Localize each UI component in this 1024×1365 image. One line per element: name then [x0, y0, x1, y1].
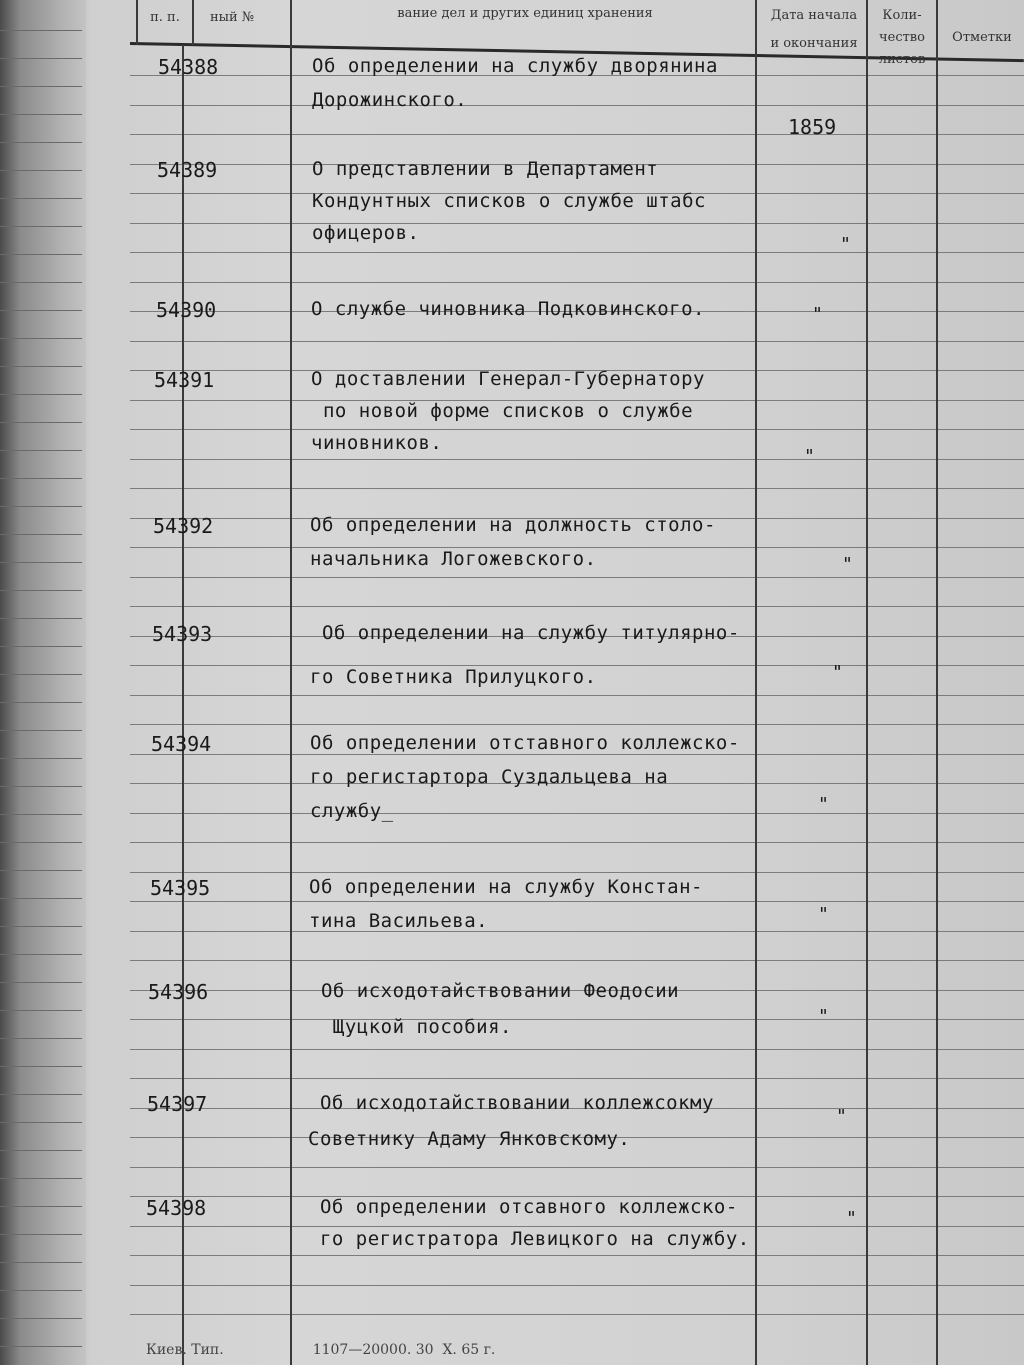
facing-page-line [0, 562, 82, 563]
facing-page-line [0, 618, 82, 619]
facing-page-line [0, 1178, 82, 1179]
entry-title-line: Щуцкой пособия. [309, 1016, 512, 1038]
ruled-line [130, 459, 1024, 460]
ruled-line [130, 1019, 1024, 1020]
entry-title-line: Об определении на службу дворянина [312, 55, 718, 77]
entry-date: 1859 [788, 115, 837, 139]
entry-date: " [812, 304, 823, 325]
entry-title-line: го регистратора Левицкого на службу. [308, 1228, 750, 1250]
ruled-line [130, 282, 1024, 283]
facing-page-line [0, 170, 82, 171]
entry-number: 54397 [147, 1092, 208, 1116]
entry-number: 54395 [150, 876, 211, 900]
column-divider [136, 0, 138, 45]
book-spine [0, 0, 86, 1365]
facing-page-line [0, 1066, 82, 1067]
ruled-line [130, 754, 1024, 755]
column-divider [866, 0, 868, 1365]
facing-page-line [0, 450, 82, 451]
entry-title-line: службу_ [310, 800, 394, 822]
entry-title-line: Советнику Адаму Янковскому. [308, 1128, 631, 1150]
entry-date: " [840, 234, 851, 255]
entry-title-line: го Советника Прилуцкого. [310, 666, 597, 688]
ruled-line [130, 1226, 1024, 1227]
facing-page-line [0, 898, 82, 899]
entry-title-line: Об определении на службу титулярно- [310, 622, 740, 644]
facing-page-line [0, 982, 82, 983]
facing-page-line [0, 198, 82, 199]
ruled-line [130, 1078, 1024, 1079]
facing-page-line [0, 422, 82, 423]
facing-page-line [0, 590, 82, 591]
ruled-line [130, 872, 1024, 873]
ruled-line [130, 931, 1024, 932]
column-divider [290, 0, 292, 1365]
ruled-line [130, 429, 1024, 430]
ruled-line [130, 577, 1024, 578]
facing-page-line [0, 282, 82, 283]
column-divider [192, 0, 194, 45]
ruled-line [130, 488, 1024, 489]
header-col-inventory: ный № [209, 10, 255, 25]
entry-number: 54398 [146, 1196, 207, 1220]
header-col-number: п. п. [150, 10, 180, 25]
entry-number: 54391 [154, 368, 215, 392]
facing-page-line [0, 954, 82, 955]
ruled-line [130, 341, 1024, 342]
entry-title-line: О службе чиновника Подковинского. [311, 298, 705, 320]
header-col-sheets-2: чество [879, 30, 925, 45]
facing-page-line [0, 58, 82, 59]
facing-page-line [0, 1290, 82, 1291]
facing-page-line [0, 534, 82, 535]
facing-page-line [0, 646, 82, 647]
entry-title-line: Об определении на должность столо- [310, 514, 716, 536]
facing-page-line [0, 870, 82, 871]
facing-page-line [0, 394, 82, 395]
ruled-line [130, 1285, 1024, 1286]
facing-page-line [0, 1010, 82, 1011]
ruled-line [130, 134, 1024, 135]
facing-page-line [0, 226, 82, 227]
entry-number: 54394 [151, 732, 212, 756]
entry-number: 54396 [148, 980, 209, 1004]
ruled-line [130, 1255, 1024, 1256]
ruled-line [130, 842, 1024, 843]
facing-page-line [0, 478, 82, 479]
entry-number: 54389 [157, 158, 218, 182]
ruled-line [130, 252, 1024, 253]
facing-page-line [0, 254, 82, 255]
ruled-line [130, 901, 1024, 902]
entry-title-line: чиновников. [311, 432, 443, 454]
entry-date: " [818, 1006, 829, 1027]
entry-date: " [804, 446, 815, 467]
entry-title-line: Об исходотайствовании коллежсокму [308, 1092, 714, 1114]
entry-title-line: начальника Логожевского. [310, 548, 597, 570]
entry-number: 54390 [156, 298, 217, 322]
facing-page-line [0, 86, 82, 87]
facing-page-line [0, 702, 82, 703]
facing-page-line [0, 1234, 82, 1235]
facing-page-line [0, 1346, 82, 1347]
entry-title-line: го регистартора Суздальцева на [310, 766, 669, 788]
entry-number: 54392 [153, 514, 214, 538]
ruled-line [130, 695, 1024, 696]
facing-page-line [0, 1038, 82, 1039]
entry-date: " [818, 794, 829, 815]
entry-title-line: Об определении отсавного коллежско- [308, 1196, 738, 1218]
facing-page-line [0, 758, 82, 759]
entry-title-line: офицеров. [312, 222, 420, 244]
entry-title-line: О доставлении Генерал-Губернатору [311, 368, 705, 390]
facing-page-line [0, 114, 82, 115]
entry-title-line: по новой форме списков о службе [311, 400, 694, 422]
facing-page-line [0, 730, 82, 731]
column-divider [182, 45, 184, 1365]
entry-title-line: Об определении отставного коллежско- [310, 732, 740, 754]
facing-page-line [0, 338, 82, 339]
ruled-line [130, 813, 1024, 814]
header-col-sheets-3: листов [878, 52, 926, 67]
facing-page-line [0, 506, 82, 507]
entry-date: " [832, 662, 843, 683]
facing-page-line [0, 366, 82, 367]
facing-page-line [0, 842, 82, 843]
facing-page-line [0, 926, 82, 927]
facing-page-line [0, 786, 82, 787]
header-col-dates-2: и окончания [770, 36, 858, 51]
column-divider [936, 0, 938, 1365]
entry-number: 54393 [152, 622, 213, 646]
facing-page-line [0, 814, 82, 815]
ruled-line [130, 1314, 1024, 1315]
entry-date: " [818, 904, 829, 925]
entry-title-line: Об определении на службу Констан- [309, 876, 703, 898]
ruled-line [130, 223, 1024, 224]
facing-page-line [0, 1262, 82, 1263]
entry-date: " [842, 554, 853, 575]
entry-title-line: О представлении в Департамент [312, 158, 659, 180]
header-col-title: вание дел и других единиц хранения [397, 6, 653, 21]
header-col-sheets-1: Коли- [882, 8, 922, 23]
facing-page-line [0, 1094, 82, 1095]
header-col-notes: Отметки [952, 30, 1012, 45]
facing-page-line [0, 142, 82, 143]
facing-page-line [0, 1206, 82, 1207]
facing-page-line [0, 1122, 82, 1123]
ruled-line [130, 960, 1024, 961]
entry-title-line: Кондунтных списков о службе штабс [312, 190, 706, 212]
header-col-dates-1: Дата начала [770, 8, 858, 23]
ruled-line [130, 724, 1024, 725]
entry-title-line: Дорожинского. [312, 89, 468, 111]
ruled-line [130, 1049, 1024, 1050]
column-divider [755, 0, 757, 1365]
facing-page-line [0, 310, 82, 311]
ruled-line [130, 1167, 1024, 1168]
entry-title-line: тина Васильева. [309, 910, 489, 932]
entry-title-line: Об исходотайствовании Феодосии [309, 980, 680, 1002]
entry-date: " [836, 1106, 847, 1127]
printer-footer: Киев. Тип. 1107—20000. 30 X. 65 г. [146, 1342, 496, 1358]
facing-page-line [0, 1150, 82, 1151]
facing-page-line [0, 30, 82, 31]
ruled-line [130, 105, 1024, 106]
facing-page-line [0, 674, 82, 675]
entry-number: 54388 [158, 55, 219, 79]
ruled-line [130, 606, 1024, 607]
entry-date: " [846, 1208, 857, 1229]
facing-page-line [0, 1318, 82, 1319]
